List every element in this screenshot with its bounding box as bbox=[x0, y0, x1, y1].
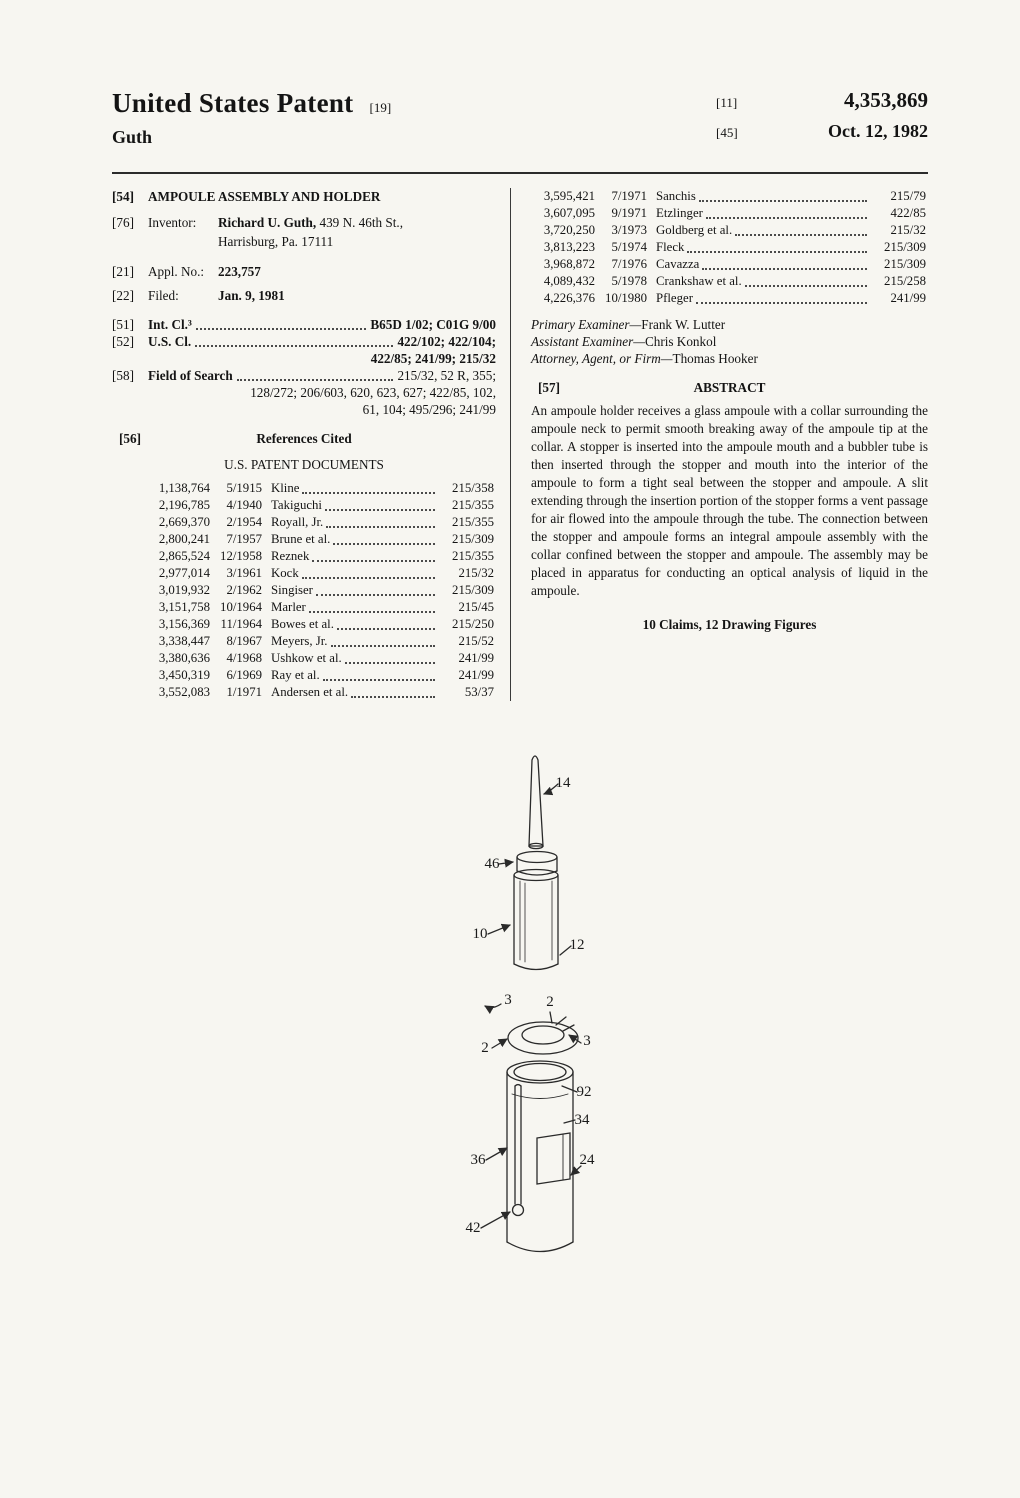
reference-row bbox=[146, 565, 494, 582]
ref-class: 215/309 bbox=[884, 240, 926, 254]
references-cited-heading bbox=[112, 430, 496, 447]
ref-date: 7/1976 bbox=[611, 257, 647, 271]
ref-class: 241/99 bbox=[458, 651, 494, 665]
ref-date: 1/1971 bbox=[226, 685, 262, 699]
reference-row bbox=[146, 582, 494, 599]
assistant-examiner-label: Assistant Examiner— bbox=[531, 334, 645, 349]
ref-number: 4,226,376 bbox=[543, 291, 595, 305]
ref-name: Andersen et al. bbox=[271, 685, 349, 699]
ref-number: 3,019,932 bbox=[158, 583, 210, 597]
ref-number: 2,977,014 bbox=[158, 566, 210, 580]
ref-number: 3,450,319 bbox=[158, 668, 210, 682]
figure-callout: 2 bbox=[546, 994, 554, 1010]
dot-leader bbox=[345, 662, 435, 664]
ref-date: 5/1974 bbox=[611, 240, 647, 254]
figure-callout: 2 bbox=[481, 1040, 489, 1056]
reference-row bbox=[146, 667, 494, 684]
inventor-surname: Guth bbox=[112, 127, 153, 147]
ref-date: 9/1971 bbox=[611, 206, 647, 220]
primary-examiner-line bbox=[531, 316, 928, 333]
ref-class: 215/355 bbox=[452, 515, 494, 529]
fos-tag: [58] bbox=[112, 368, 134, 383]
dot-leader bbox=[351, 696, 435, 698]
inventor-label: Inventor: bbox=[148, 215, 197, 230]
filed-tag: [22] bbox=[112, 288, 134, 303]
invention-title-row bbox=[112, 188, 496, 205]
reference-row bbox=[146, 514, 494, 531]
ref-class: 53/37 bbox=[464, 685, 494, 699]
field-of-search-row bbox=[112, 367, 496, 384]
ref-class: 215/309 bbox=[452, 532, 494, 546]
patent-figure-svg bbox=[400, 742, 720, 1307]
assistant-examiner-line bbox=[531, 333, 928, 350]
ref-date: 8/1967 bbox=[226, 634, 262, 648]
fos-continuation-2: 61, 104; 495/296; 241/99 bbox=[362, 402, 496, 417]
us-patent-documents-heading bbox=[112, 456, 496, 473]
ref-name: Marler bbox=[271, 600, 306, 614]
reference-row bbox=[531, 273, 926, 290]
figure-callout: 14 bbox=[555, 775, 571, 791]
appl-tag: [21] bbox=[112, 264, 134, 279]
dot-leader bbox=[195, 345, 393, 347]
refs-tag: [56] bbox=[119, 431, 141, 446]
ref-class: 215/258 bbox=[884, 274, 926, 288]
ref-number: 3,338,447 bbox=[158, 634, 210, 648]
ref-date: 7/1957 bbox=[226, 532, 262, 546]
ref-number: 2,800,241 bbox=[158, 532, 210, 546]
int-cl-row bbox=[112, 316, 496, 333]
figure-callout: 42 bbox=[465, 1220, 481, 1236]
primary-examiner-label: Primary Examiner— bbox=[531, 317, 642, 332]
ref-class: 215/358 bbox=[452, 481, 494, 495]
ref-number: 3,813,223 bbox=[543, 240, 595, 254]
fos-continuation-1: 128/272; 206/603, 620, 623, 627; 422/85, 102, bbox=[250, 385, 496, 400]
patent-number-row bbox=[716, 88, 928, 113]
dot-leader bbox=[309, 611, 435, 613]
ref-number: 2,865,524 bbox=[158, 549, 210, 563]
dot-leader bbox=[687, 251, 867, 253]
figure-callout: 12 bbox=[569, 937, 585, 953]
figure-callout: 36 bbox=[470, 1152, 486, 1168]
ref-name: Singiser bbox=[271, 583, 313, 597]
ref-number: 3,607,095 bbox=[543, 206, 595, 220]
reference-row bbox=[531, 205, 926, 222]
ref-class: 215/355 bbox=[452, 498, 494, 512]
abstract-tag: [57] bbox=[538, 380, 560, 395]
inventor-address1: 439 N. 46th St., bbox=[319, 215, 404, 230]
date-tag: [45] bbox=[716, 125, 738, 140]
header-rule bbox=[112, 172, 928, 174]
filed-value: Jan. 9, 1981 bbox=[218, 288, 285, 303]
dot-leader bbox=[745, 285, 867, 287]
ref-date: 2/1954 bbox=[226, 515, 262, 529]
inventor-tag: [76] bbox=[112, 215, 134, 230]
dot-leader bbox=[312, 560, 435, 562]
ref-date: 10/1964 bbox=[220, 600, 262, 614]
dot-leader bbox=[331, 645, 435, 647]
ref-date: 3/1961 bbox=[226, 566, 262, 580]
ref-number: 4,089,432 bbox=[543, 274, 595, 288]
inventor-row bbox=[112, 214, 496, 231]
dot-leader bbox=[196, 328, 366, 330]
dot-leader bbox=[302, 577, 435, 579]
reference-row bbox=[146, 548, 494, 565]
ref-date: 12/1958 bbox=[220, 549, 262, 563]
reference-row bbox=[531, 290, 926, 307]
ref-class: 215/355 bbox=[452, 549, 494, 563]
ref-number: 3,720,250 bbox=[543, 223, 595, 237]
ref-name: Fleck bbox=[656, 240, 685, 254]
ref-name: Goldberg et al. bbox=[656, 223, 733, 237]
ref-number: 2,669,370 bbox=[158, 515, 210, 529]
appl-label: Appl. No.: bbox=[148, 264, 205, 279]
ref-name: Ushkow et al. bbox=[271, 651, 342, 665]
ref-number: 3,156,369 bbox=[158, 617, 210, 631]
appl-value: 223,757 bbox=[218, 264, 261, 279]
ref-number: 3,968,872 bbox=[543, 257, 595, 271]
figure-callout: 3 bbox=[504, 992, 512, 1008]
dot-leader bbox=[326, 526, 435, 528]
ref-name: Royall, Jr. bbox=[271, 515, 324, 529]
patent-figure bbox=[400, 742, 720, 1307]
ref-number: 2,196,785 bbox=[158, 498, 210, 512]
abstract-title: ABSTRACT bbox=[693, 380, 766, 395]
reference-row bbox=[146, 480, 494, 497]
biblio-columns bbox=[112, 188, 928, 701]
ref-class: 215/32 bbox=[458, 566, 494, 580]
ref-class: 215/309 bbox=[884, 257, 926, 271]
int-cl-label: Int. Cl.³ bbox=[148, 317, 192, 332]
us-patent-documents-title: U.S. PATENT DOCUMENTS bbox=[224, 457, 384, 472]
ref-class: 215/52 bbox=[458, 634, 494, 648]
dot-leader bbox=[237, 379, 394, 381]
filed-label: Filed: bbox=[148, 288, 179, 303]
ref-class: 215/79 bbox=[890, 189, 926, 203]
patent-date-row bbox=[716, 121, 928, 142]
reference-row bbox=[146, 650, 494, 667]
dot-leader bbox=[333, 543, 435, 545]
us-cl-continuation: 422/85; 241/99; 215/32 bbox=[370, 351, 496, 366]
dot-leader bbox=[706, 217, 867, 219]
patent-date: Oct. 12, 1982 bbox=[828, 121, 928, 141]
ref-date: 4/1940 bbox=[226, 498, 262, 512]
figure-callout: 24 bbox=[579, 1152, 595, 1168]
figure-callout: 92 bbox=[576, 1084, 592, 1100]
inventor-line1 bbox=[218, 214, 403, 231]
references-table-right bbox=[531, 188, 926, 307]
ref-number: 3,595,421 bbox=[543, 189, 595, 203]
ref-number: 3,380,636 bbox=[158, 651, 210, 665]
dot-leader bbox=[302, 492, 435, 494]
ref-class: 241/99 bbox=[890, 291, 926, 305]
ref-name: Bowes et al. bbox=[271, 617, 334, 631]
attorney-label: Attorney, Agent, or Firm— bbox=[531, 351, 673, 366]
patent-title: United States Patent bbox=[112, 88, 354, 118]
ref-date: 3/1973 bbox=[611, 223, 647, 237]
ref-name: Kline bbox=[271, 481, 300, 495]
us-cl-label: U.S. Cl. bbox=[148, 334, 192, 349]
header-left bbox=[112, 88, 391, 148]
us-cl-row bbox=[112, 333, 496, 350]
patent-header bbox=[112, 88, 928, 148]
int-cl-tag: [51] bbox=[112, 317, 134, 332]
ref-number: 1,138,764 bbox=[158, 481, 210, 495]
ref-name: Reznek bbox=[271, 549, 310, 563]
figure-callout: 3 bbox=[583, 1033, 591, 1049]
inventor-name: Richard U. Guth, bbox=[218, 215, 317, 230]
inventor-address-row bbox=[112, 233, 496, 250]
reference-row bbox=[146, 531, 494, 548]
ref-date: 7/1971 bbox=[611, 189, 647, 203]
ref-date: 11/1964 bbox=[220, 617, 262, 631]
dot-leader bbox=[702, 268, 867, 270]
dot-leader bbox=[316, 594, 435, 596]
reference-row bbox=[531, 188, 926, 205]
claims-line: 10 Claims, 12 Drawing Figures bbox=[642, 617, 817, 632]
ref-number: 3,151,758 bbox=[158, 600, 210, 614]
ref-name: Kock bbox=[271, 566, 299, 580]
ref-name: Pfleger bbox=[656, 291, 693, 305]
int-cl-value: B65D 1/02; C01G 9/00 bbox=[370, 317, 496, 332]
ref-date: 5/1915 bbox=[226, 481, 262, 495]
ref-date: 6/1969 bbox=[226, 668, 262, 682]
ref-name: Cavazza bbox=[656, 257, 700, 271]
attorney-line bbox=[531, 350, 928, 367]
header-right bbox=[716, 88, 928, 148]
ref-number: 3,552,083 bbox=[158, 685, 210, 699]
us-cl-tag: [52] bbox=[112, 334, 134, 349]
title-tag: [54] bbox=[112, 189, 134, 204]
ref-name: Ray et al. bbox=[271, 668, 320, 682]
ref-class: 215/250 bbox=[452, 617, 494, 631]
reference-row bbox=[531, 239, 926, 256]
left-column bbox=[112, 188, 510, 701]
references-cited-title: References Cited bbox=[256, 431, 352, 446]
ref-class: 241/99 bbox=[458, 668, 494, 682]
reference-row bbox=[531, 256, 926, 273]
filed-row bbox=[112, 287, 496, 304]
dot-leader bbox=[325, 509, 435, 511]
reference-row bbox=[146, 684, 494, 701]
ref-name: Etzlinger bbox=[656, 206, 703, 220]
ref-date: 2/1962 bbox=[226, 583, 262, 597]
figure-callout: 34 bbox=[574, 1112, 590, 1128]
fos-value: 215/32, 52 R, 355; bbox=[397, 368, 496, 383]
ref-date: 5/1978 bbox=[611, 274, 647, 288]
patent-number: 4,353,869 bbox=[844, 88, 928, 112]
dot-leader bbox=[696, 302, 867, 304]
appl-no-row bbox=[112, 263, 496, 280]
number-tag: [11] bbox=[716, 95, 738, 110]
ref-class: 215/32 bbox=[890, 223, 926, 237]
patent-title-row bbox=[112, 88, 391, 119]
reference-row bbox=[146, 616, 494, 633]
ref-date: 4/1968 bbox=[226, 651, 262, 665]
ref-name: Sanchis bbox=[656, 189, 696, 203]
dot-leader bbox=[323, 679, 435, 681]
assistant-examiner-name: Chris Konkol bbox=[644, 334, 717, 349]
reference-row bbox=[146, 599, 494, 616]
ref-name: Crankshaw et al. bbox=[656, 274, 742, 288]
primary-examiner-name: Frank W. Lutter bbox=[641, 317, 726, 332]
ref-date: 10/1980 bbox=[605, 291, 647, 305]
figure-linework bbox=[481, 756, 581, 1252]
right-column bbox=[511, 188, 928, 701]
attorney-name: Thomas Hooker bbox=[672, 351, 758, 366]
ref-class: 215/309 bbox=[452, 583, 494, 597]
ref-name: Meyers, Jr. bbox=[271, 634, 328, 648]
figure-callout: 10 bbox=[472, 926, 488, 942]
figure-callout: 46 bbox=[484, 856, 500, 872]
ref-name: Takiguchi bbox=[271, 498, 322, 512]
references-table-left bbox=[146, 480, 494, 701]
ref-name: Brune et al. bbox=[271, 532, 331, 546]
reference-row bbox=[531, 222, 926, 239]
ref-class: 422/85 bbox=[890, 206, 926, 220]
invention-title: AMPOULE ASSEMBLY AND HOLDER bbox=[148, 189, 381, 204]
abstract-text: An ampoule holder receives a glass ampoule with a collar surrounding the ampoule neck to permit smooth breaking away of the ampoule tip at the collar. A stopper is inserted into the ampoule mouth and a bubbler tube is then inserted through the stopper and mouth into the interior of the ampoule to form a tight seal between the stopper and ampoule. A slit extending through the insertion portion of the stopper forms a vent passage for air flowed into the ampoule through the tube. The connection between the stopper and ampoule forms an integral ampoule assembly with the collar confined between the stopper and ampoule. The assembly may be placed in apparatus for conducting an optical analysis of liquid in the ampoule. bbox=[531, 403, 928, 598]
inventor-address2: Harrisburg, Pa. 17111 bbox=[218, 234, 334, 249]
kind-code-tag: [19] bbox=[369, 100, 392, 115]
dot-leader bbox=[337, 628, 435, 630]
us-cl-value: 422/102; 422/104; bbox=[397, 334, 496, 349]
dot-leader bbox=[699, 200, 867, 202]
ref-class: 215/45 bbox=[458, 600, 494, 614]
reference-row bbox=[146, 497, 494, 514]
dot-leader bbox=[735, 234, 867, 236]
abstract-heading bbox=[531, 379, 928, 396]
fos-label: Field of Search bbox=[148, 368, 233, 383]
reference-row bbox=[146, 633, 494, 650]
